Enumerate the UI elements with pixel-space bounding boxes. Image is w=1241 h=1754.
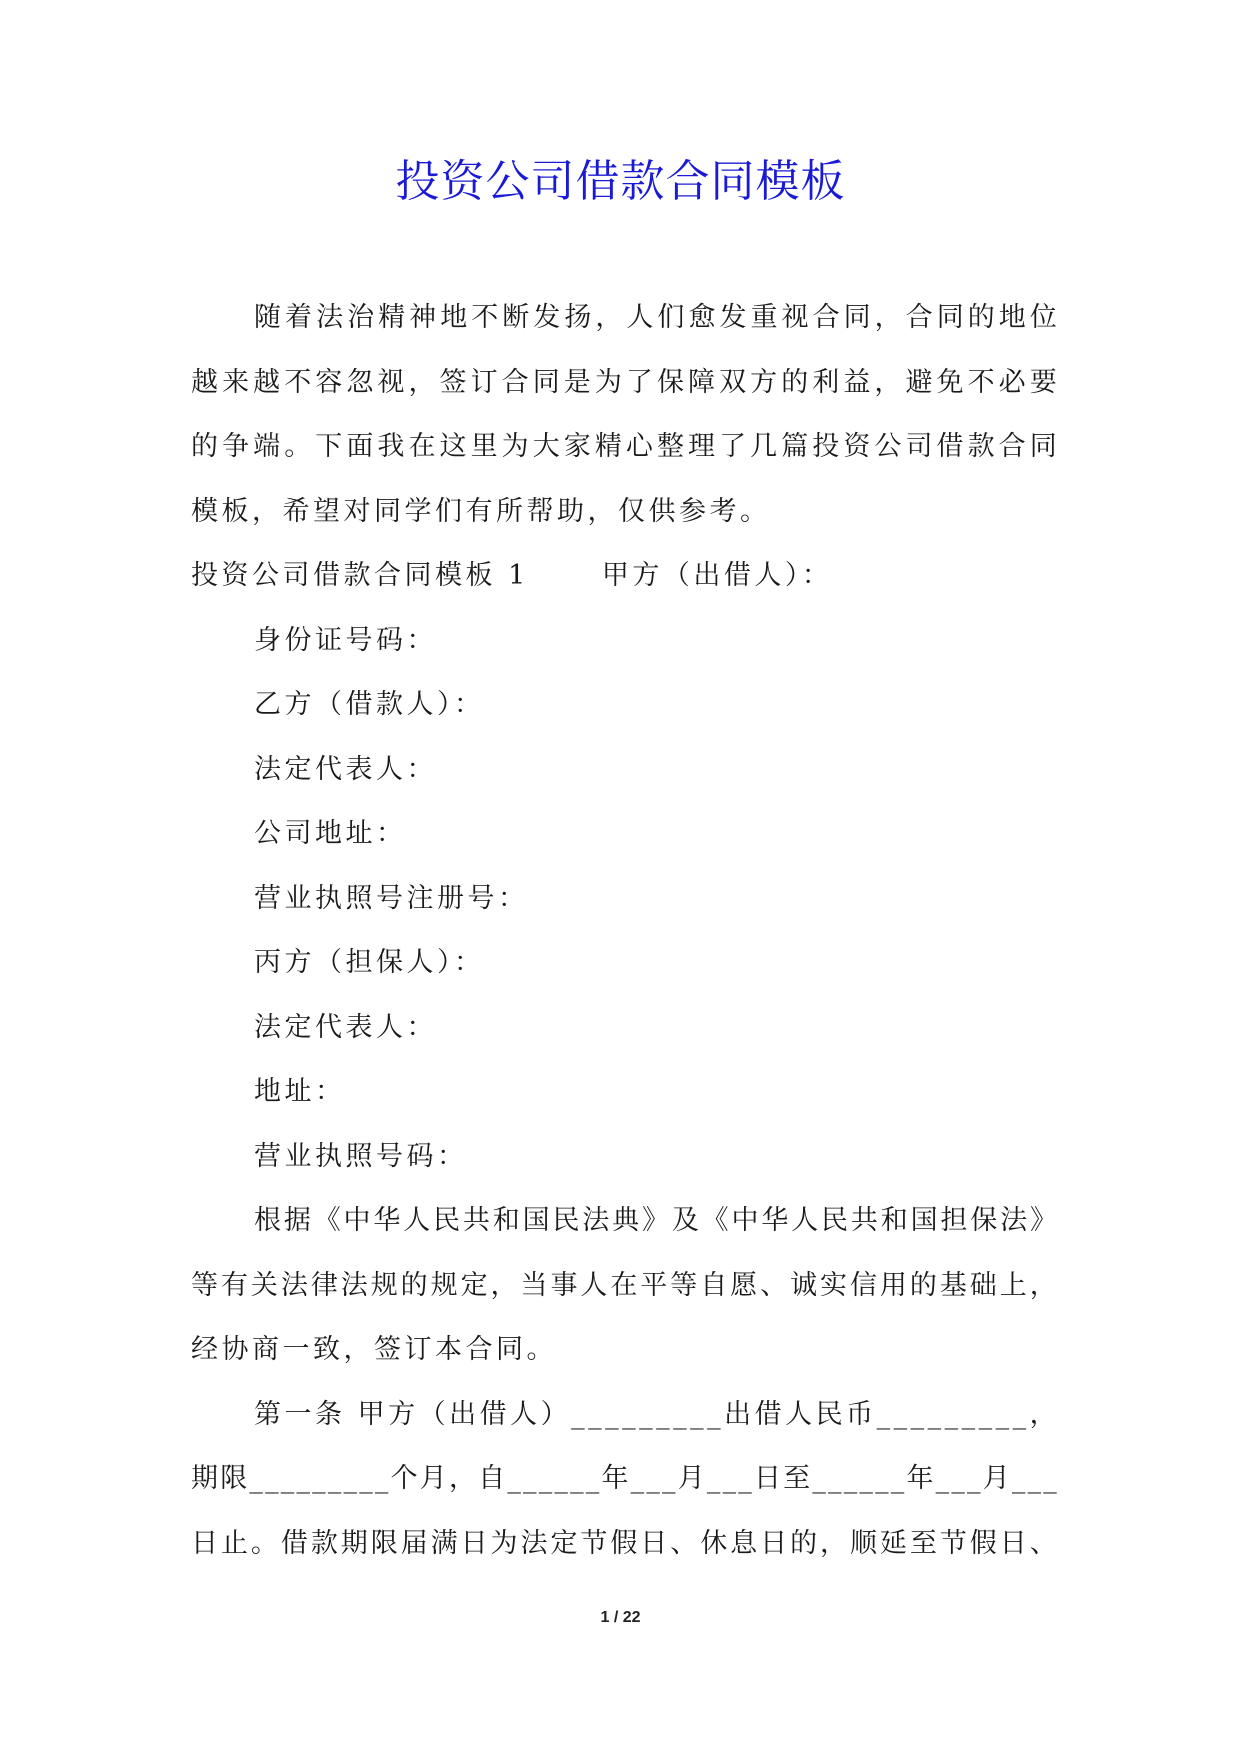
body-char: 的 — [400, 1269, 428, 1301]
body-char: 保 — [656, 366, 684, 398]
body-char: 发 — [533, 302, 561, 333]
body-char: 月 — [419, 1463, 447, 1494]
body-char: _ — [876, 1398, 891, 1430]
body-char: 、 — [1029, 1527, 1057, 1559]
body-char: 同 — [1029, 431, 1057, 462]
body-char: 资 — [843, 431, 871, 462]
body-char: 民 — [433, 1205, 461, 1236]
body-char: 民 — [552, 1205, 580, 1236]
body-char: 借 — [479, 1398, 507, 1430]
body-line: 营业执照号注册号： — [254, 882, 529, 914]
body-char: 《 — [313, 1205, 341, 1236]
body-char: 发 — [719, 302, 747, 333]
body-char: 定 — [460, 1269, 488, 1301]
body-char: 限 — [220, 1463, 248, 1494]
body-char: 公 — [874, 431, 902, 462]
body-char: 的 — [909, 1269, 937, 1301]
body-char: 有 — [220, 1269, 248, 1301]
body-char: _ — [910, 1398, 925, 1430]
body-char: 在 — [408, 431, 436, 462]
body-char: 端 — [253, 431, 281, 462]
body-char: 面 — [346, 431, 374, 462]
body-char: 据 — [283, 1205, 311, 1236]
body-char: _ — [554, 1463, 568, 1494]
body-char: （ — [418, 1398, 446, 1430]
body-char: 休 — [700, 1527, 728, 1559]
body-line: 投资公司借款合同模板 1 甲方（出借人）： — [191, 560, 833, 591]
body-char: 这 — [439, 431, 467, 462]
body-char: 障 — [688, 366, 715, 398]
body-char: 下 — [315, 431, 343, 462]
body-char: 平 — [640, 1269, 668, 1301]
body-char: 忽 — [346, 366, 374, 398]
body-char: 为 — [501, 431, 529, 462]
body-char: 等 — [191, 1269, 218, 1301]
body-char: 争 — [222, 431, 250, 462]
body-char: 同 — [532, 366, 560, 398]
body-char: _ — [630, 1463, 645, 1494]
body-char: 满 — [430, 1527, 458, 1559]
body-char: ， — [490, 1269, 518, 1301]
body-char: 实 — [820, 1269, 848, 1301]
body-char: 利 — [812, 366, 840, 398]
body-char: _ — [622, 1398, 636, 1430]
body-char: 和 — [492, 1205, 520, 1236]
body-char: _ — [662, 1463, 676, 1494]
body-char: _ — [312, 1463, 326, 1494]
body-char: 来 — [222, 366, 250, 398]
body-char: 甲 — [357, 1398, 385, 1430]
body-char: _ — [828, 1463, 842, 1494]
body-char: 节 — [939, 1527, 967, 1559]
body-char: 中 — [343, 1205, 371, 1236]
body-char: 的 — [781, 366, 809, 398]
body-char: 扬 — [564, 302, 592, 333]
body-char: 及 — [671, 1205, 699, 1236]
body-char: 限 — [370, 1527, 398, 1559]
body-char: 容 — [315, 366, 343, 398]
body-char: 地 — [440, 302, 468, 333]
body-char: 免 — [936, 366, 964, 398]
body-char: 是 — [563, 366, 591, 398]
body-char: 日 — [191, 1527, 218, 1559]
body-char: 假 — [969, 1527, 997, 1559]
body-char: 愈 — [688, 302, 716, 333]
body-char: 不 — [284, 366, 312, 398]
body-char: 年 — [601, 1463, 629, 1494]
body-line: 公司地址： — [254, 818, 407, 849]
body-char: _ — [673, 1398, 687, 1430]
body-char: 几 — [750, 431, 778, 462]
body-char: 自 — [478, 1463, 506, 1494]
body-char: 、 — [670, 1527, 698, 1559]
body-char: 息 — [730, 1527, 758, 1559]
body-line: 法定代表人： — [254, 753, 437, 785]
body-char: _ — [359, 1463, 373, 1494]
body-char: 双 — [719, 366, 747, 398]
body-char: 期 — [191, 1463, 218, 1494]
body-char: 月 — [677, 1463, 705, 1494]
body-char: 视 — [781, 302, 809, 333]
body-char: 出 — [449, 1398, 477, 1430]
body-char: _ — [523, 1463, 537, 1494]
body-char: ， — [874, 302, 902, 333]
body-char: 日 — [640, 1527, 668, 1559]
body-char: 规 — [430, 1269, 458, 1301]
body-char: 借 — [754, 1398, 782, 1430]
body-char: 根 — [254, 1205, 281, 1236]
body-line: 营业执照号码： — [254, 1140, 468, 1172]
body-char: 人 — [626, 302, 654, 333]
document-title: 投资公司借款合同模板 — [395, 156, 846, 207]
body-char: 和 — [880, 1205, 908, 1236]
body-line — [191, 351, 1057, 416]
body-char: _ — [656, 1398, 670, 1430]
body-char: 法 — [520, 1527, 548, 1559]
body-char: _ — [570, 1463, 584, 1494]
body-char: 等 — [670, 1269, 698, 1301]
body-char: 合 — [501, 366, 529, 398]
body-char: ， — [408, 366, 436, 398]
body-char: 为 — [490, 1527, 518, 1559]
body-char: 法 — [1000, 1205, 1028, 1236]
body-char: 视 — [377, 366, 405, 398]
body-char: _ — [690, 1398, 704, 1430]
body-char: 华 — [373, 1205, 401, 1236]
body-char: 投 — [812, 431, 840, 462]
body-char: _ — [605, 1398, 619, 1430]
body-line: 模板，希望对同学们有所帮助，仅供参考。 — [191, 495, 771, 527]
body-char: 篇 — [781, 431, 809, 462]
body-char: 同 — [843, 302, 871, 333]
body-char: 《 — [701, 1205, 729, 1236]
body-char: 当 — [520, 1269, 548, 1301]
body-char: 地 — [998, 302, 1026, 333]
body-char: 》 — [641, 1205, 669, 1236]
body-char: 理 — [688, 431, 715, 462]
body-char: 自 — [700, 1269, 728, 1301]
body-char: 日 — [760, 1527, 788, 1559]
body-char: 了 — [719, 431, 747, 462]
body-char: 为 — [594, 366, 622, 398]
body-char: 的 — [191, 431, 218, 462]
body-char: 律 — [310, 1269, 338, 1301]
body-char: _ — [893, 1398, 908, 1430]
body-char: _ — [327, 1463, 342, 1494]
body-char: 币 — [846, 1398, 874, 1430]
body-char: 信 — [849, 1269, 877, 1301]
body-char: 人 — [403, 1205, 431, 1236]
body-char: 法 — [316, 302, 344, 333]
body-char: _ — [507, 1463, 521, 1494]
body-char: _ — [890, 1463, 905, 1494]
body-char: _ — [967, 1463, 981, 1494]
body-char: 人 — [785, 1398, 813, 1430]
body-char: 随 — [254, 302, 281, 333]
body-char: 必 — [998, 366, 1026, 398]
body-char: 人 — [580, 1269, 608, 1301]
body-char: 合 — [905, 302, 933, 333]
body-char: 愿 — [730, 1269, 758, 1301]
body-char: _ — [265, 1463, 279, 1494]
body-char: 第 — [254, 1398, 281, 1430]
body-char: 日 — [753, 1463, 781, 1494]
body-char: 民 — [821, 1205, 849, 1236]
body-char: 、 — [760, 1269, 788, 1301]
body-char: 人 — [510, 1398, 538, 1430]
body-char: 里 — [470, 431, 498, 462]
body-char: _ — [927, 1398, 942, 1430]
body-char: 着 — [285, 302, 313, 333]
body-char: _ — [588, 1398, 602, 1430]
body-char: _ — [961, 1398, 976, 1430]
body-char: _ — [296, 1463, 310, 1494]
body-char: 。 — [284, 431, 312, 462]
body-char: 年 — [906, 1463, 934, 1494]
body-char: 避 — [905, 366, 933, 398]
body-char: 法 — [582, 1205, 610, 1236]
page-number: 1 / 22 — [600, 1609, 641, 1626]
body-char: 定 — [550, 1527, 578, 1559]
body-char: _ — [280, 1463, 295, 1494]
body-char: ， — [1029, 1398, 1057, 1430]
body-char: 用 — [879, 1269, 907, 1301]
body-line: 身份证号码： — [254, 624, 437, 656]
body-char: 的 — [790, 1527, 818, 1559]
body-char: 一 — [284, 1398, 312, 1430]
document-body — [191, 286, 1057, 1576]
body-char: _ — [249, 1463, 263, 1494]
body-line: 乙方（借款人）： — [254, 689, 485, 720]
body-char: 了 — [625, 366, 653, 398]
body-char: 益 — [843, 366, 871, 398]
body-char: 精 — [594, 431, 622, 462]
body-line: 经协商一致，签订本合同。 — [191, 1334, 557, 1365]
body-char: _ — [722, 1463, 737, 1494]
body-line — [191, 415, 1057, 480]
body-char: _ — [995, 1398, 1010, 1430]
body-char: _ — [1012, 1398, 1027, 1430]
body-char: 借 — [936, 431, 964, 462]
body-char: _ — [978, 1398, 993, 1430]
body-char: _ — [1043, 1463, 1057, 1494]
body-char: ， — [1029, 1269, 1057, 1301]
body-char: ， — [448, 1463, 476, 1494]
body-char: 法 — [280, 1269, 308, 1301]
body-char: 顺 — [849, 1527, 877, 1559]
body-char: 我 — [377, 431, 405, 462]
body-char: 诚 — [790, 1269, 818, 1301]
body-char: 重 — [750, 302, 778, 333]
body-char: 同 — [936, 302, 964, 333]
body-char: 在 — [610, 1269, 638, 1301]
body-char: 个 — [390, 1463, 418, 1494]
body-char: _ — [812, 1463, 826, 1494]
body-char: 方 — [388, 1398, 416, 1430]
body-char: _ — [935, 1463, 950, 1494]
body-char: 共 — [462, 1205, 490, 1236]
body-char: _ — [951, 1463, 965, 1494]
body-char: _ — [374, 1463, 389, 1494]
body-char: 上 — [999, 1269, 1027, 1301]
body-char: 借 — [280, 1527, 308, 1559]
body-line — [191, 286, 1057, 351]
body-char: 法 — [340, 1269, 368, 1301]
body-char: 节 — [580, 1527, 608, 1559]
body-char: _ — [875, 1463, 889, 1494]
body-char: 规 — [370, 1269, 398, 1301]
body-char: 们 — [657, 302, 685, 333]
body-char: 不 — [471, 302, 499, 333]
body-char: 越 — [253, 366, 281, 398]
body-char: 方 — [750, 366, 778, 398]
body-char: 止 — [220, 1527, 248, 1559]
body-char: _ — [707, 1398, 721, 1430]
body-char: 大 — [532, 431, 560, 462]
body-char: 至 — [783, 1463, 811, 1494]
body-char: 断 — [502, 302, 530, 333]
body-char: 基 — [939, 1269, 967, 1301]
body-char: ） — [540, 1398, 568, 1430]
body-char: ， — [820, 1527, 848, 1559]
body-char: _ — [585, 1463, 600, 1494]
body-char: 条 — [315, 1398, 342, 1430]
body-char: 国 — [910, 1205, 938, 1236]
body-char: _ — [859, 1463, 873, 1494]
body-char: 司 — [905, 431, 933, 462]
body-char: 日 — [460, 1527, 488, 1559]
body-char — [346, 1383, 355, 1448]
body-char: 不 — [967, 366, 995, 398]
body-line — [191, 1512, 1057, 1577]
body-char: 合 — [998, 431, 1026, 462]
body-char: 人 — [791, 1205, 819, 1236]
body-char: 的 — [967, 302, 995, 333]
body-char: 关 — [250, 1269, 278, 1301]
body-char: 越 — [191, 366, 218, 398]
body-char: 期 — [340, 1527, 368, 1559]
body-char: 位 — [1029, 302, 1057, 333]
body-char: 合 — [812, 302, 840, 333]
body-char: _ — [843, 1463, 858, 1494]
body-line — [191, 1383, 1057, 1448]
body-char: 要 — [1029, 366, 1057, 398]
body-char: _ — [646, 1463, 660, 1494]
body-char: _ — [944, 1398, 959, 1430]
body-char: 典 — [612, 1205, 640, 1236]
body-char: 届 — [400, 1527, 428, 1559]
body-char: 民 — [815, 1398, 843, 1430]
body-char: 精 — [378, 302, 406, 333]
body-char: _ — [1011, 1463, 1026, 1494]
body-char: 心 — [625, 431, 653, 462]
body-char: 日 — [999, 1527, 1027, 1559]
body-char: _ — [571, 1398, 585, 1430]
body-char: 款 — [310, 1527, 338, 1559]
body-line — [191, 1447, 1057, 1512]
body-char: 保 — [970, 1205, 998, 1236]
body-char: 延 — [879, 1527, 907, 1559]
body-char: 签 — [439, 366, 467, 398]
body-char: 月 — [982, 1463, 1010, 1494]
body-line — [191, 1189, 1057, 1254]
body-char: _ — [538, 1463, 553, 1494]
body-char: 华 — [761, 1205, 789, 1236]
body-char: 础 — [969, 1269, 997, 1301]
body-line: 丙方（担保人）： — [254, 947, 485, 978]
body-char: 治 — [347, 302, 375, 333]
body-line: 法定代表人： — [254, 1011, 437, 1043]
body-char: 中 — [731, 1205, 759, 1236]
body-line: 地址： — [254, 1076, 346, 1107]
body-char: 整 — [656, 431, 684, 462]
body-char: 共 — [850, 1205, 878, 1236]
body-char: 假 — [610, 1527, 638, 1559]
body-char: 订 — [470, 366, 498, 398]
body-char: 事 — [550, 1269, 578, 1301]
body-char: _ — [738, 1463, 752, 1494]
body-char: 国 — [522, 1205, 550, 1236]
body-char: _ — [1027, 1463, 1042, 1494]
body-char: _ — [639, 1398, 653, 1430]
body-char: 家 — [563, 431, 591, 462]
body-char: 款 — [967, 431, 995, 462]
body-char: 》 — [1029, 1205, 1057, 1236]
body-char: 至 — [909, 1527, 937, 1559]
body-char: ， — [874, 366, 902, 398]
body-char: 出 — [724, 1398, 752, 1430]
body-line — [191, 1254, 1057, 1319]
body-char: ， — [595, 302, 623, 333]
body-char: _ — [706, 1463, 721, 1494]
body-char: 担 — [940, 1205, 968, 1236]
body-char: 。 — [250, 1527, 278, 1559]
body-char: _ — [343, 1463, 357, 1494]
body-char: 神 — [409, 302, 437, 333]
